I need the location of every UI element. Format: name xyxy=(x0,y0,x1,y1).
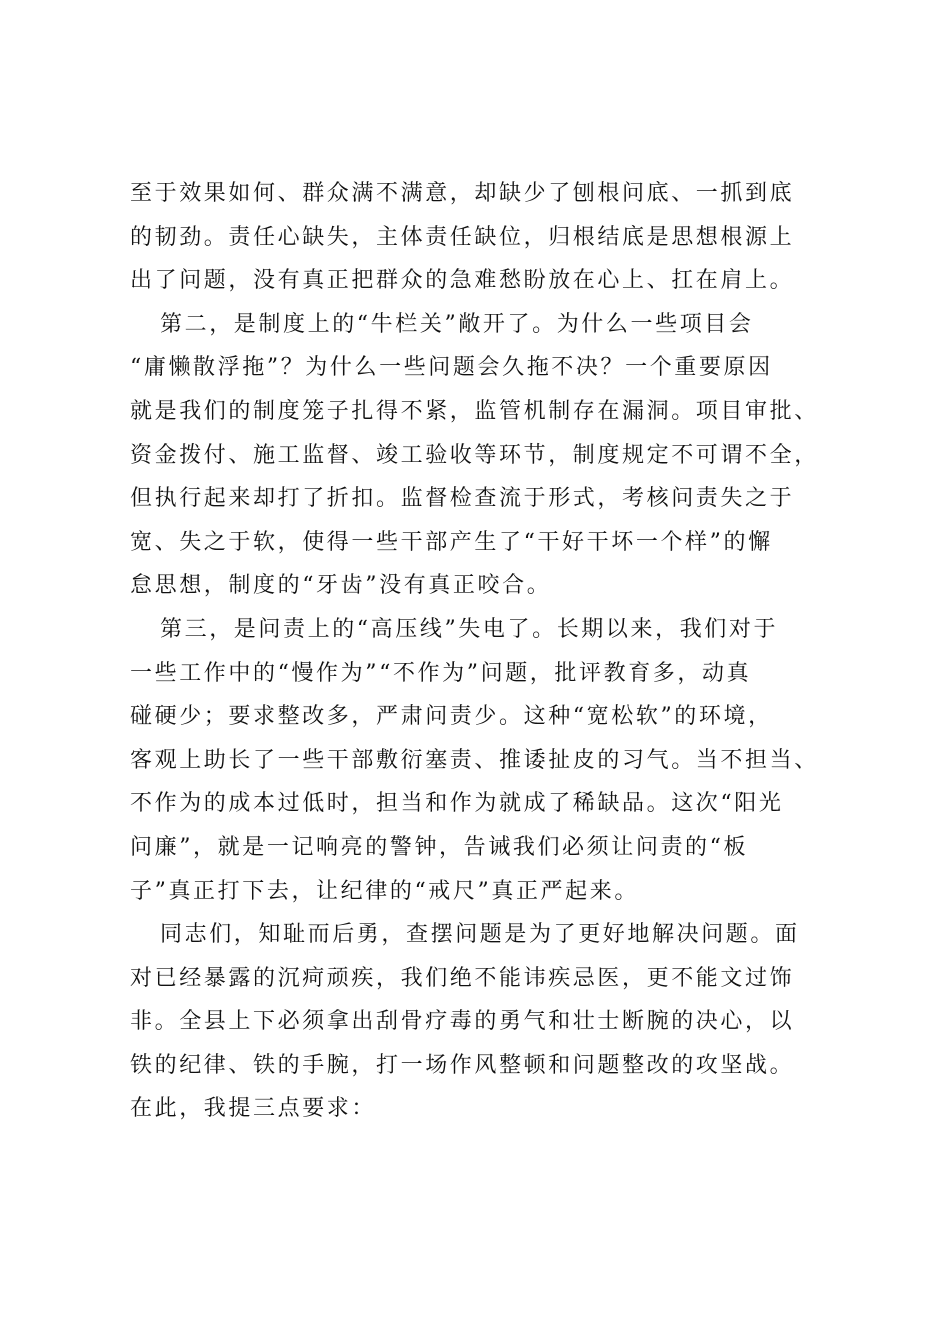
text-line: 不作为的成本过低时，担当和作为就成了稀缺品。这次“阳光 xyxy=(130,791,784,817)
text-line: 宽、失之于软，使得一些干部产生了“干好干坏一个样”的懈 xyxy=(130,529,773,555)
text-line: 客观上助长了一些干部敷衍塞责、推诿扯皮的习气。当不担当、 xyxy=(130,747,819,773)
text-line: 铁的纪律、铁的手腕，打一场作风整顿和问题整改的攻坚战。 xyxy=(130,1052,795,1078)
text-line-indented: 同志们，知耻而后勇，查摆问题是为了更好地解决问题。面 xyxy=(160,922,800,948)
paragraph-third-point xyxy=(130,608,830,913)
text-line: 在此，我提三点要求： xyxy=(130,1096,377,1122)
text-line: 对已经暴露的沉疴顽疾，我们绝不能讳疾忌医，更不能文过饰 xyxy=(130,965,795,991)
text-line-indented: 第二，是制度上的“牛栏关”敞开了。为什么一些项目会 xyxy=(160,311,754,337)
text-line: 的韧劲。责任心缺失，主体责任缺位，归根结底是思想根源上 xyxy=(130,224,795,250)
paragraph-conclusion xyxy=(130,913,830,1131)
text-line: 问廉”，就是一记响亮的警钟，告诫我们必须让问责的“板 xyxy=(130,834,749,860)
text-line: 非。全县上下必须拿出刮骨疗毒的勇气和壮士断腕的决心，以 xyxy=(130,1009,795,1035)
text-line: 就是我们的制度笼子扎得不紧，监管机制存在漏洞。项目审批、 xyxy=(130,398,819,424)
document-body xyxy=(130,172,830,1131)
paragraph-continuation xyxy=(130,172,830,303)
text-line-indented: 第三，是问责上的“高压线”失电了。长期以来，我们对于 xyxy=(160,616,779,642)
text-line: 碰硬少；要求整改多，严肃问责少。这种“宽松软”的环境， xyxy=(130,704,773,730)
text-line: 但执行起来却打了折扣。监督检查流于形式，考核问责失之于 xyxy=(130,486,795,512)
paragraph-second-point xyxy=(130,303,830,608)
text-line: “庸懒散浮拖”？为什么一些问题会久拖不决？一个重要原因 xyxy=(130,355,773,381)
text-line: 资金拨付、施工监督、竣工验收等环节，制度规定不可谓不全， xyxy=(130,442,819,468)
text-line: 一些工作中的“慢作为”“不作为”问题，批评教育多，动真 xyxy=(130,660,752,686)
text-line: 怠思想，制度的“牙齿”没有真正咬合。 xyxy=(130,573,552,599)
text-line: 至于效果如何、群众满不满意，却缺少了刨根问底、一抓到底 xyxy=(130,181,795,206)
text-line: 子”真正打下去，让纪律的“戒尺”真正严起来。 xyxy=(130,878,639,904)
text-line: 出了问题，没有真正把群众的急难愁盼放在心上、扛在肩上。 xyxy=(130,268,795,294)
